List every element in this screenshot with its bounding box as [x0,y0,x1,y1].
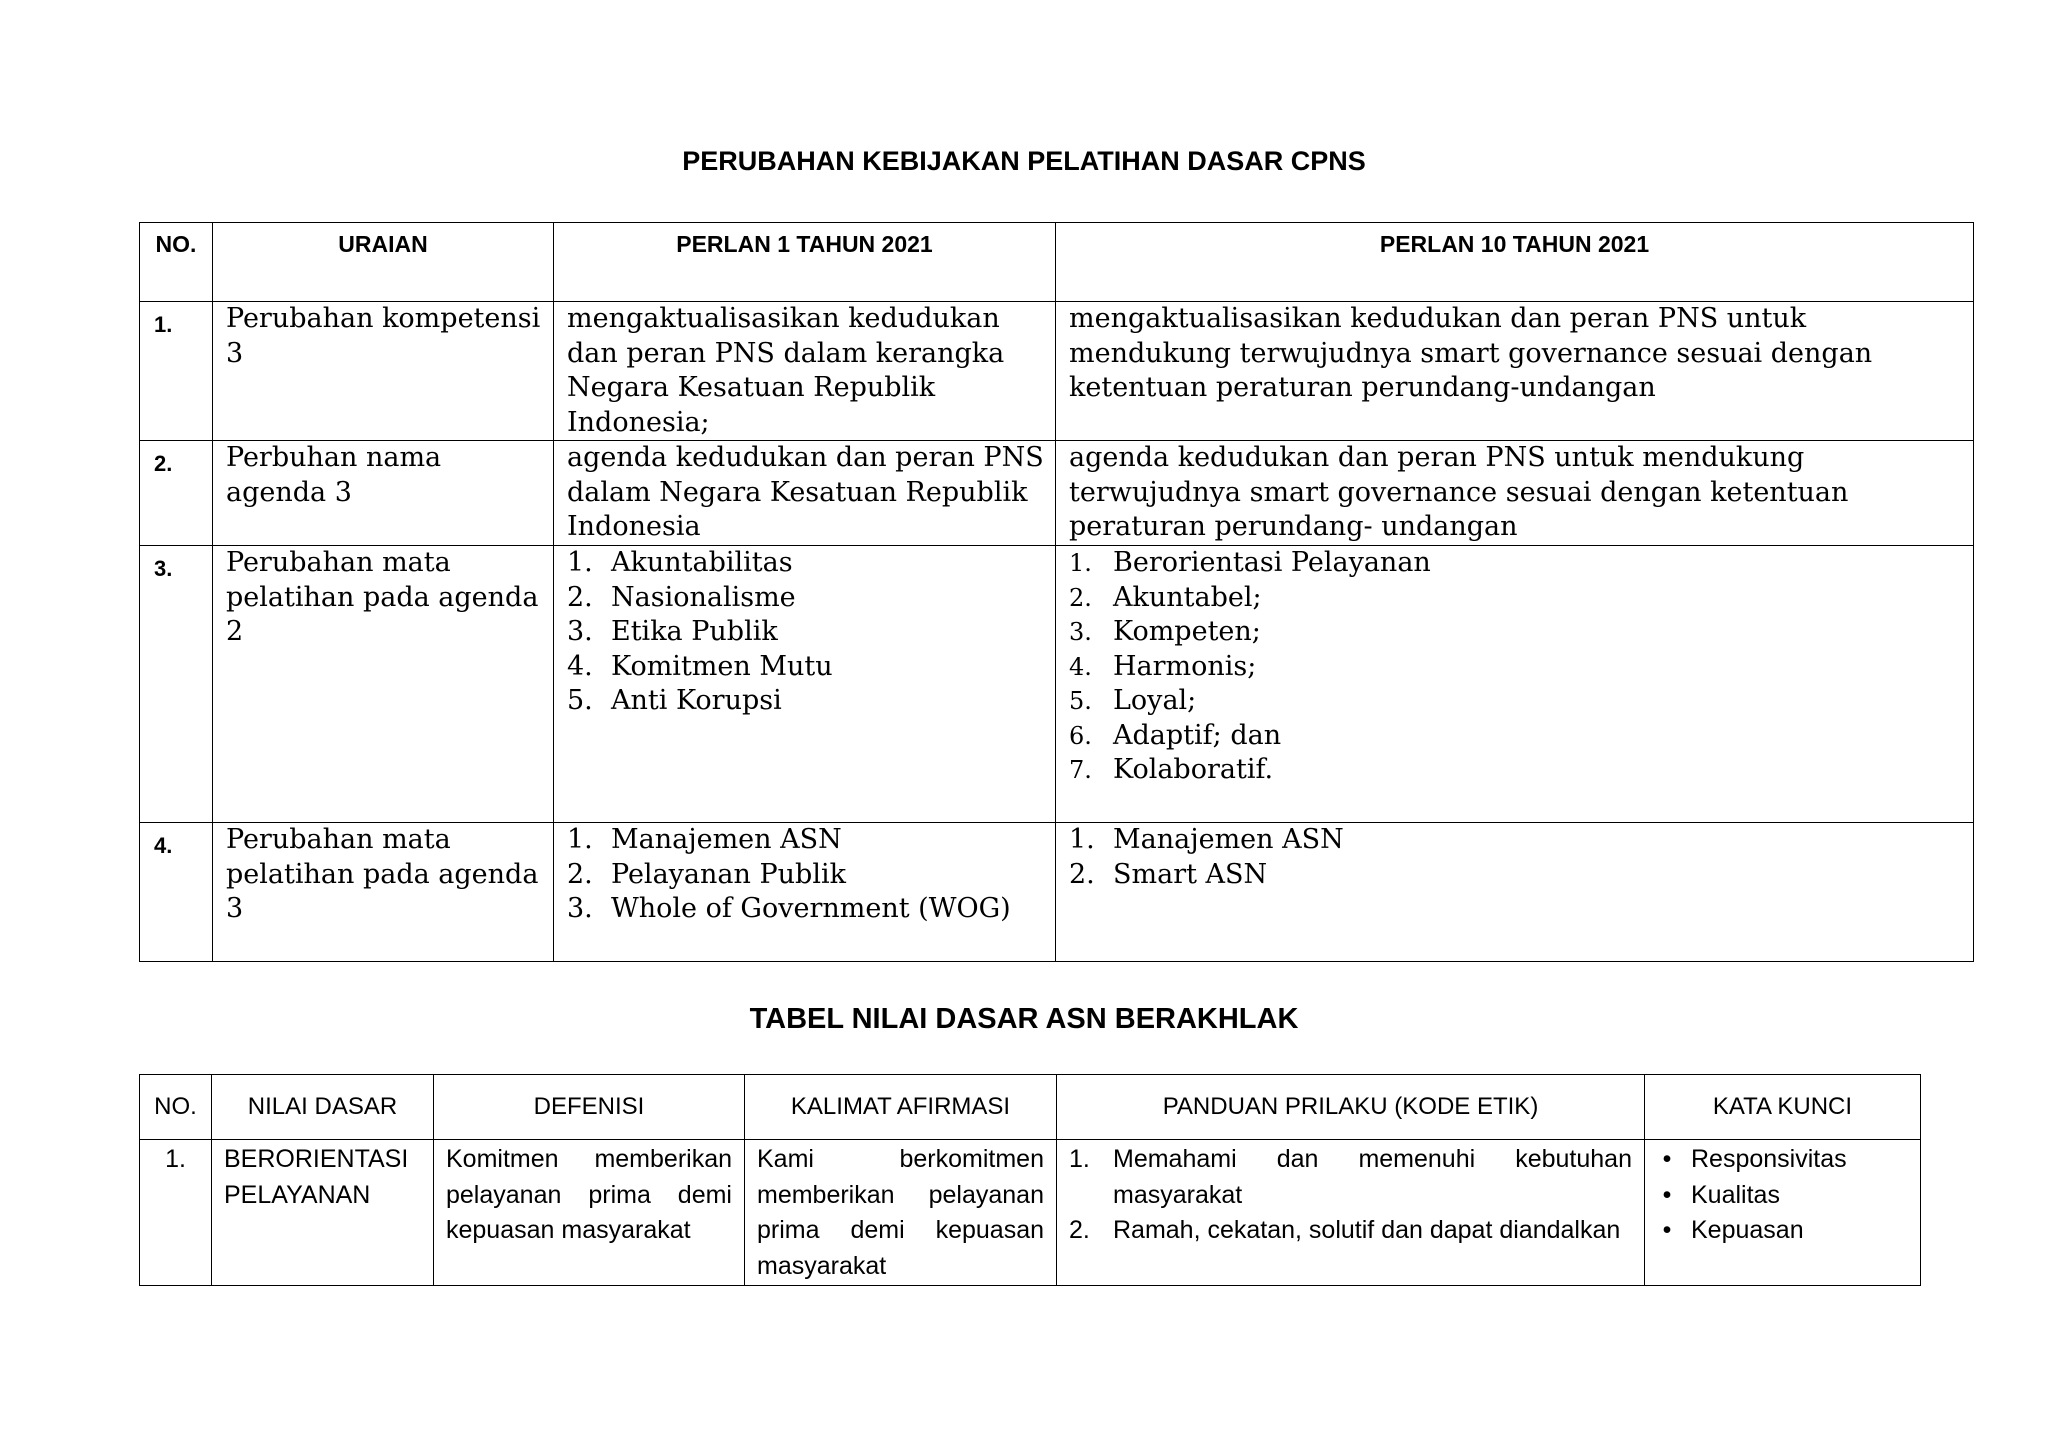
perlan-1-list [567,823,1045,927]
header-uraian: URAIAN [213,223,554,302]
list-item [567,546,1045,581]
row-perlan-1 [554,823,1056,962]
list-number: 5. [567,685,593,716]
list-item [1069,684,1963,719]
row-kata-kunci [1645,1140,1921,1286]
row-kalimat-afirmasi: Kami berkomitmen memberikan pelayanan prima demi kepuasan masyarakat [745,1140,1057,1286]
row-number: 2. [140,441,213,546]
list-item [567,892,1045,927]
row-uraian: Perbuhan nama agenda 3 [213,441,554,546]
panduan-list [1069,1142,1632,1249]
row-number: 3. [140,546,213,823]
list-item-text: Manajemen ASN [611,824,842,855]
list-number: 6. [1069,721,1092,750]
table-header-row [140,223,1974,302]
table-row [140,546,1974,823]
list-number: 4. [567,650,593,682]
perlan-10-list [1069,823,1963,892]
table-row [140,441,1974,546]
list-item [1069,1213,1632,1249]
list-item [567,684,1045,719]
list-number: 2. [567,581,593,613]
list-number: 2. [1069,1216,1090,1244]
row-perlan-1 [554,546,1056,823]
row-defenisi: Komitmen memberikan pelayanan prima demi kepuasan masyarakat [434,1140,745,1286]
header-nilai-dasar: NILAI DASAR [212,1075,434,1140]
policy-change-table [139,222,1974,962]
row-perlan-1: agenda kedudukan dan peran PNS dalam Negara Kesatuan Republik Indonesia [554,441,1056,546]
list-number: 2. [1069,583,1092,612]
list-number: 2. [1069,858,1095,890]
list-item [1645,1213,1908,1249]
list-item-text: Manajemen ASN [1113,824,1344,855]
list-number: 1. [567,547,593,578]
list-number: 1. [567,824,593,855]
list-item-text: Loyal; [1113,685,1197,716]
core-values-table [139,1074,1921,1286]
header-perlan-10: PERLAN 10 TAHUN 2021 [1056,223,1974,302]
list-item-text: Memahami dan memenuhi kebutuhan masyarakat [1113,1145,1632,1209]
header-defenisi: DEFENISI [434,1075,745,1140]
list-item-text: Kualitas [1691,1180,1780,1209]
list-item-text: Akuntabilitas [611,547,793,578]
table-row [140,823,1974,962]
list-number: 1. [1069,824,1095,855]
list-number: 4. [1069,652,1092,681]
list-item [1645,1142,1908,1178]
row-number: 1. [140,1140,212,1286]
list-item [1069,823,1963,858]
header-no: NO. [140,223,213,302]
list-item-text: Kepuasan [1691,1216,1804,1244]
table-row [140,1140,1921,1286]
document-title: PERUBAHAN KEBIJAKAN PELATIHAN DASAR CPNS [682,146,1366,176]
list-item [567,858,1045,893]
list-number: 3. [567,616,593,647]
header-perlan-1: PERLAN 1 TAHUN 2021 [554,223,1056,302]
list-item-text: Adaptif; dan [1113,719,1282,751]
list-item [1069,581,1963,616]
row-uraian: Perubahan mata pelatihan pada agenda 2 [213,546,554,823]
list-item [1069,1142,1632,1213]
list-item-text: Ramah, cekatan, solutif dan dapat diandalkan [1113,1216,1621,1244]
list-item-text: Berorientasi Pelayanan [1113,547,1431,578]
list-item-text: Kompeten; [1113,616,1261,647]
row-number: 1. [140,302,213,441]
bullet-icon: • [1662,1180,1672,1209]
row-panduan-prilaku [1057,1140,1645,1286]
list-item [567,650,1045,685]
list-number: 3. [567,893,593,924]
list-item [1069,753,1963,788]
list-item-text: Nasionalisme [611,581,796,613]
row-uraian: Perubahan kompetensi 3 [213,302,554,441]
row-perlan-10: agenda kedudukan dan peran PNS untuk mendukung terwujudnya smart governance sesuai dengan ketentuan peraturan perundang- undangan [1056,441,1974,546]
list-item [1069,719,1963,754]
header-kalimat-afirmasi: KALIMAT AFIRMASI [745,1075,1057,1140]
list-item-text: Anti Korupsi [611,685,782,716]
header-no: NO. [140,1075,212,1140]
list-item [1069,650,1963,685]
list-number: 2. [567,858,593,890]
row-perlan-10 [1056,823,1974,962]
list-number: 1. [1069,549,1092,577]
list-item [567,615,1045,650]
list-number: 5. [1069,687,1092,715]
list-item-text: Komitmen Mutu [611,650,833,682]
list-number: 3. [1069,618,1092,646]
list-item [567,823,1045,858]
section-title: TABEL NILAI DASAR ASN BERAKHLAK [749,1003,1299,1035]
list-item-text: Etika Publik [611,616,778,647]
row-perlan-10: mengaktualisasikan kedudukan dan peran PNS untuk mendukung terwujudnya smart governance sesuai dengan ketentuan peraturan perundang-undangan [1056,302,1974,441]
bullet-icon: • [1662,1216,1672,1244]
list-item-text: Smart ASN [1113,858,1268,890]
list-item-text: Kolaboratif. [1113,754,1274,785]
row-perlan-10 [1056,546,1974,823]
row-perlan-1: mengaktualisasikan kedudukan dan peran PNS dalam kerangka Negara Kesatuan Republik Indonesia; [554,302,1056,441]
list-item [1069,615,1963,650]
table-header-row [140,1075,1921,1140]
row-uraian: Perubahan mata pelatihan pada agenda 3 [213,823,554,962]
header-panduan-prilaku: PANDUAN PRILAKU (KODE ETIK) [1057,1075,1645,1140]
perlan-1-list [567,546,1045,719]
row-nilai-dasar: BERORIENTASI PELAYANAN [212,1140,434,1286]
kata-kunci-list [1645,1142,1908,1249]
list-number: 7. [1069,756,1092,784]
list-item-text: Pelayanan Publik [611,858,846,890]
list-item-text: Responsivitas [1691,1145,1847,1173]
list-number: 1. [1069,1145,1090,1173]
bullet-icon: • [1662,1145,1672,1173]
header-kata-kunci: KATA KUNCI [1645,1075,1921,1140]
list-item-text: Harmonis; [1113,650,1257,682]
perlan-10-list [1069,546,1963,788]
list-item [567,581,1045,616]
list-item [1645,1178,1908,1214]
list-item [1069,546,1963,581]
row-number: 4. [140,823,213,962]
list-item-text: Akuntabel; [1113,581,1262,613]
list-item-text: Whole of Government (WOG) [611,893,1011,924]
list-item [1069,858,1963,893]
table-row [140,302,1974,441]
